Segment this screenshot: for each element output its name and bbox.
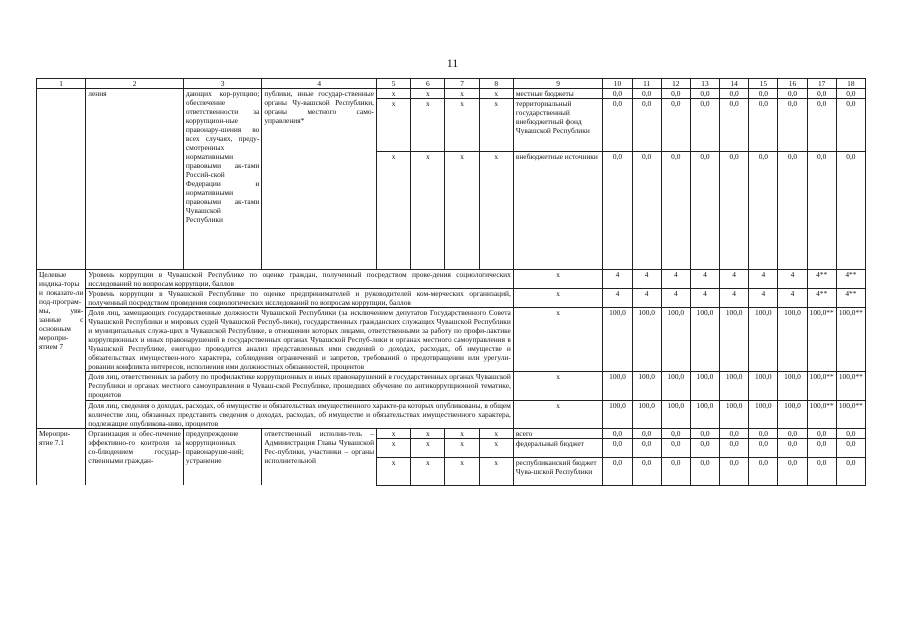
value-cell: 0,0 [807,89,836,99]
x-mark: x [377,438,411,457]
value-cell: 0,0 [749,438,778,457]
value-cell: 0,0 [836,428,865,438]
x-mark: x [411,152,445,270]
value-cell: 0,0 [690,438,719,457]
value-cell: 0,0 [690,99,719,152]
value-cell: 0,0 [778,438,807,457]
x-mark: x [411,99,445,152]
continued-empty [37,89,86,270]
value-cell: 0,0 [720,89,749,99]
col-header: 10 [603,79,632,89]
x-mark: x [377,457,411,485]
indicator-value: 100,0 [632,308,661,372]
funding-source: республиканский бюджет Чува-шской Республики [513,457,603,485]
indicator-value: 100,0 [720,372,749,400]
x-mark: x [513,308,603,372]
indicator-text: Доля лиц, ответственных за работу по профилактике коррупционных и иных правонарушений в государственных органах Чувашской Республики и органах местного самоуправления в Чуваш-ской Республике, прошедших обучение по антикоррупционной тематике, процентов [86,372,514,400]
value-cell: 0,0 [836,152,865,270]
value-cell: 0,0 [778,89,807,99]
indicator-value: 100,0 [661,308,690,372]
value-cell: 0,0 [632,152,661,270]
col-header: 1 [37,79,86,89]
measure-name: Организация и обес-печение эффективно-го контроля за со-блюдением государ-ственными граждан- [86,428,184,485]
indicator-value: 100,0** [807,372,836,400]
x-mark: x [479,152,513,270]
x-mark: x [479,438,513,457]
value-cell: 0,0 [690,457,719,485]
indicator-value: 4 [603,270,632,289]
measure-tasks: предупреждение коррупционных правонаруше-ний; устранение [183,428,261,485]
indicator-value: 100,0** [807,400,836,428]
value-cell: 0,0 [632,428,661,438]
indicator-value: 4** [807,270,836,289]
continued-tasks: дающих кор-рупцию; обеспечение ответственности за коррупцион-ные правонару-шения во всех случаях, преду-смотренных нормативными правовыми ак-тами Россий-ской Федерации и нормативными правовыми ак-тами Чувашской Республики [183,89,261,270]
col-header: 18 [836,79,865,89]
x-mark: x [377,99,411,152]
value-cell: 0,0 [749,428,778,438]
indicator-value: 4 [720,289,749,308]
col-header: 12 [661,79,690,89]
indicator-value: 4 [749,270,778,289]
value-cell: 0,0 [778,152,807,270]
targets-label: Целевые индика-торы и показате-ли под-програм-мы, увя-занные с основным меропри-ятием 7 [37,270,86,429]
indicator-value: 100,0** [836,400,865,428]
value-cell: 0,0 [720,438,749,457]
indicator-value: 100,0 [603,372,632,400]
value-cell: 0,0 [661,428,690,438]
value-cell: 0,0 [749,152,778,270]
value-cell: 0,0 [661,99,690,152]
indicator-value: 100,0 [690,308,719,372]
x-mark: x [513,289,603,308]
value-cell: 0,0 [720,152,749,270]
col-header: 2 [86,79,184,89]
indicator-value: 100,0** [836,308,865,372]
value-cell: 0,0 [720,457,749,485]
col-header: 9 [513,79,603,89]
indicator-value: 100,0 [661,372,690,400]
measure-number: Меропри-ятие 7.1 [37,428,86,485]
indicator-value: 100,0 [720,400,749,428]
value-cell: 0,0 [690,89,719,99]
indicator-text: Уровень коррупции в Чувашской Республике по оценке предпринимателей и руководителей ком-мерческих организаций, полученный посредством проведения социологических исследований по вопросам коррупции, баллов [86,289,514,308]
funding-source: местные бюджеты [513,89,603,99]
x-mark: x [377,89,411,99]
indicator-value: 100,0 [778,372,807,400]
col-header: 5 [377,79,411,89]
indicator-value: 4 [778,270,807,289]
indicator-text: Уровень коррупции в Чувашской Республике по оценке граждан, полученный посредством прове-дения социологических исследований по вопросам коррупции, баллов [86,270,514,289]
value-cell: 0,0 [836,89,865,99]
continued-name: ления [86,89,184,270]
x-mark: x [411,457,445,485]
col-header: 15 [749,79,778,89]
value-cell: 0,0 [836,99,865,152]
col-header: 16 [778,79,807,89]
x-mark: x [445,99,479,152]
col-header: 8 [479,79,513,89]
indicator-value: 100,0 [778,308,807,372]
indicator-value: 4 [690,270,719,289]
measure-executors: ответственный исполни-тель – Администрация Главы Чувашской Рес-публики, участники – органы исполнительной [262,428,377,485]
indicator-value: 4 [632,270,661,289]
value-cell: 0,0 [603,428,632,438]
indicator-row [37,270,866,289]
value-cell: 0,0 [632,438,661,457]
value-cell: 0,0 [720,99,749,152]
x-mark: x [445,89,479,99]
page-number: 11 [446,56,459,70]
col-header: 13 [690,79,719,89]
col-header: 17 [807,79,836,89]
x-mark: x [445,438,479,457]
value-cell: 0,0 [749,99,778,152]
continued-executors: публики, иные государ-ственные органы Чу-вашской Республики, органы местного само-управления* [262,89,377,270]
indicator-value: 4 [603,289,632,308]
funding-source: внебюджетные источники [513,152,603,270]
indicator-value: 100,0 [720,308,749,372]
value-cell: 0,0 [778,99,807,152]
col-header: 14 [720,79,749,89]
value-cell: 0,0 [720,428,749,438]
indicator-value: 4** [836,270,865,289]
x-mark: x [411,428,445,438]
value-cell: 0,0 [603,99,632,152]
indicator-row [37,308,866,372]
indicator-text: Доля лиц, сведения о доходах, расходах, об имуществе и обязательствах имущественного характе-ра которых опубликованы, в общем количестве лиц, обязанных представить сведения о доходах, расходах, об имуществе и обязательствах имущественного характера, подлежащие опубликова-нию, процентов [86,400,514,428]
indicator-row [37,400,866,428]
indicator-text: Доля лиц, замещающих государственные должности Чувашской Республики (за исключением депутатов Государственного Совета Чувашской Республики и мировых судей Чувашской Респуб-лики), государственных гражданских служащих Чувашской Республики и муниципальных служа-щих в Чувашской Республике, в отношении которых лицами, ответственными за работу по профи-лактике коррупционных и иных правонарушений в государственных органах Чувашской Респуб-лики и органах местного самоуправления в Чувашской Республике, ежегодно проводится анализ представленных ими сведений о доходах, расходах, об имуществе и обязательствах имуществен-ного характера, соблюдения ограничений и запретов, требований о предотвращении или урегули-ровании конфликта интересов, исполнения ими должностных обязанностей, процентов [86,308,514,372]
x-mark: x [479,428,513,438]
x-mark: x [377,428,411,438]
col-header: 11 [632,79,661,89]
indicator-row [37,289,866,308]
value-cell: 0,0 [807,152,836,270]
indicator-value: 100,0 [661,400,690,428]
x-mark: x [513,270,603,289]
value-cell: 0,0 [661,89,690,99]
col-header: 3 [183,79,261,89]
value-cell: 0,0 [603,152,632,270]
table-row [37,89,866,99]
col-header: 4 [262,79,377,89]
x-mark: x [479,457,513,485]
indicator-value: 100,0 [690,400,719,428]
x-mark: x [411,89,445,99]
value-cell: 0,0 [603,89,632,99]
x-mark: x [513,400,603,428]
indicator-value: 4 [661,270,690,289]
value-cell: 0,0 [690,428,719,438]
program-table [36,78,866,486]
x-mark: x [513,372,603,400]
col-header: 7 [445,79,479,89]
indicator-value: 100,0** [836,372,865,400]
value-cell: 0,0 [807,457,836,485]
value-cell: 0,0 [661,457,690,485]
value-cell: 0,0 [836,438,865,457]
value-cell: 0,0 [807,428,836,438]
value-cell: 0,0 [749,89,778,99]
x-mark: x [377,152,411,270]
funding-source: всего [513,428,603,438]
indicator-value: 4 [749,289,778,308]
indicator-value: 100,0 [778,400,807,428]
col-header: 6 [411,79,445,89]
indicator-value: 100,0 [603,400,632,428]
x-mark: x [479,89,513,99]
value-cell: 0,0 [632,457,661,485]
value-cell: 0,0 [661,438,690,457]
x-mark: x [479,99,513,152]
value-cell: 0,0 [632,99,661,152]
indicator-value: 4 [632,289,661,308]
funding-source: территориальный государственный внебюджетный фонд Чувашской Республики [513,99,603,152]
x-mark: x [445,428,479,438]
value-cell: 0,0 [661,152,690,270]
x-mark: x [411,438,445,457]
indicator-value: 100,0 [749,308,778,372]
value-cell: 0,0 [749,457,778,485]
indicator-value: 100,0 [632,400,661,428]
value-cell: 0,0 [603,438,632,457]
indicator-value: 100,0** [807,308,836,372]
value-cell: 0,0 [603,457,632,485]
value-cell: 0,0 [632,89,661,99]
indicator-value: 4 [690,289,719,308]
indicator-value: 100,0 [632,372,661,400]
x-mark: x [445,457,479,485]
indicator-value: 4** [807,289,836,308]
value-cell: 0,0 [690,152,719,270]
table-row [37,428,866,438]
indicator-value: 100,0 [603,308,632,372]
funding-source: федеральный бюджет [513,438,603,457]
x-mark: x [445,152,479,270]
indicator-value: 100,0 [749,400,778,428]
value-cell: 0,0 [807,99,836,152]
value-cell: 0,0 [836,457,865,485]
indicator-value: 4** [836,289,865,308]
indicator-value: 4 [720,270,749,289]
indicator-value: 4 [778,289,807,308]
indicator-value: 4 [661,289,690,308]
value-cell: 0,0 [778,428,807,438]
indicator-value: 100,0 [749,372,778,400]
value-cell: 0,0 [778,457,807,485]
value-cell: 0,0 [807,438,836,457]
header-row [37,79,866,89]
indicator-value: 100,0 [690,372,719,400]
indicator-row [37,372,866,400]
